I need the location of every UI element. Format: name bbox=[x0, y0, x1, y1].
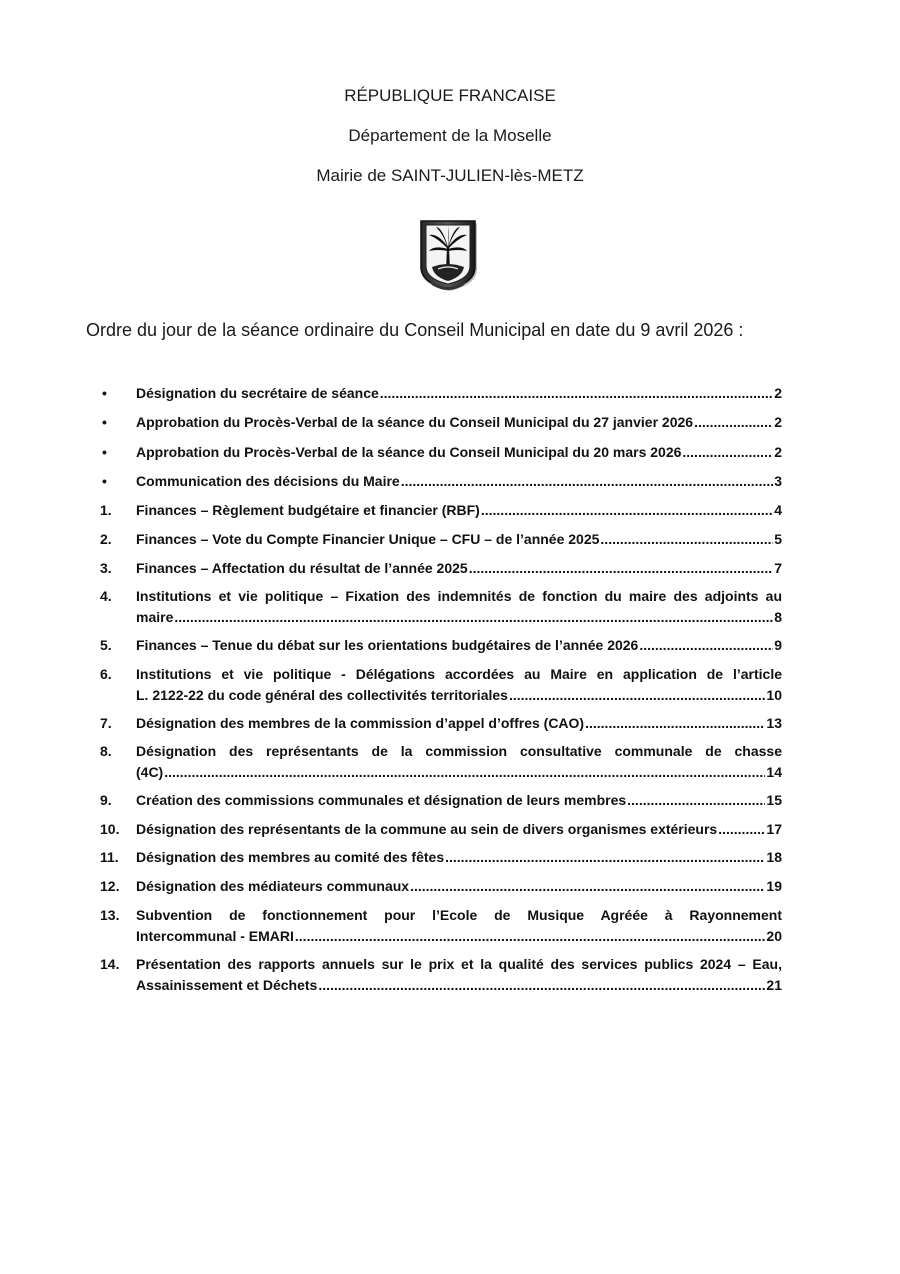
agenda-item-text: Désignation des représentants de la commune au sein de divers organismes extérieurs bbox=[136, 821, 718, 837]
agenda-item-text: L. 2122-22 du code général des collectivités territoriales bbox=[136, 687, 508, 703]
agenda-item-number: 11. bbox=[100, 849, 119, 865]
agenda-item-number: 6. bbox=[100, 666, 112, 682]
dot-leader bbox=[627, 790, 765, 811]
agenda-item-text-line1: Présentation des rapports annuels sur le prix et la qualité des services publics 2024 – Eau, bbox=[136, 956, 782, 972]
agenda-item-text: Finances – Tenue du débat sur les orientations budgétaires de l’année 2026 bbox=[136, 637, 639, 653]
agenda-item bbox=[100, 905, 782, 947]
dot-leader bbox=[401, 471, 773, 492]
agenda-item-page: 7 bbox=[774, 560, 782, 576]
dot-leader bbox=[295, 926, 766, 947]
agenda-item bbox=[100, 876, 782, 897]
agenda-item-text: Finances – Règlement budgétaire et financier (RBF) bbox=[136, 502, 480, 518]
agenda-item-text: Désignation des membres de la commission d’appel d’offres (CAO) bbox=[136, 715, 585, 731]
agenda-item-page: 15 bbox=[766, 792, 782, 808]
agenda-item-number: 1. bbox=[100, 502, 112, 518]
dot-leader bbox=[164, 762, 765, 783]
agenda-item-number: 4. bbox=[100, 588, 112, 604]
agenda-item-number: • bbox=[102, 385, 107, 401]
agenda-item-page: 2 bbox=[774, 444, 782, 460]
agenda-item-text: Communication des décisions du Maire bbox=[136, 473, 400, 489]
agenda-item bbox=[100, 412, 782, 433]
agenda-item-page: 5 bbox=[774, 531, 782, 547]
agenda-item bbox=[100, 500, 782, 521]
agenda-item-number: 10. bbox=[100, 821, 120, 837]
agenda-item-page: 2 bbox=[774, 414, 782, 430]
dot-leader bbox=[639, 635, 773, 656]
agenda-item-text: Finances – Affectation du résultat de l’année 2025 bbox=[136, 560, 468, 576]
agenda-item-text: Désignation des médiateurs communaux bbox=[136, 878, 410, 894]
agenda-item-page: 19 bbox=[766, 878, 782, 894]
coat-of-arms-icon bbox=[418, 219, 480, 293]
agenda-item-text-line1: Institutions et vie politique - Délégations accordées au Maire en application de l’article bbox=[136, 666, 782, 682]
agenda-item-text: Création des commissions communales et désignation de leurs membres bbox=[136, 792, 627, 808]
agenda-item-text: maire bbox=[136, 609, 174, 625]
dot-leader bbox=[718, 819, 765, 840]
agenda-item-page: 20 bbox=[766, 928, 782, 944]
agenda-item-page: 8 bbox=[774, 609, 782, 625]
agenda-item-text: (4C) bbox=[136, 764, 164, 780]
agenda-item-number: 5. bbox=[100, 637, 112, 653]
agenda-item-text-line1: Institutions et vie politique – Fixation des indemnités de fonction du maire des adjoints au bbox=[136, 588, 782, 604]
agenda-item-text: Finances – Vote du Compte Financier Unique – CFU – de l’année 2025 bbox=[136, 531, 600, 547]
agenda-item-text-line1: Subvention de fonctionnement pour l’Ecole de Musique Agréée à Rayonnement bbox=[136, 907, 782, 923]
agenda-item-text: Désignation du secrétaire de séance bbox=[136, 385, 379, 401]
agenda-item bbox=[100, 847, 782, 868]
agenda-item bbox=[100, 790, 782, 811]
agenda-item-number: 14. bbox=[100, 956, 120, 972]
agenda-item-page: 2 bbox=[774, 385, 782, 401]
dot-leader bbox=[445, 847, 765, 868]
agenda-item-number: • bbox=[102, 414, 107, 430]
agenda-item bbox=[100, 586, 782, 628]
agenda-title: Ordre du jour de la séance ordinaire du Conseil Municipal en date du 9 avril 2026 : bbox=[86, 320, 744, 340]
dot-leader bbox=[600, 529, 773, 550]
agenda-item-number: • bbox=[102, 473, 107, 489]
agenda-item-text-line1: Désignation des représentants de la commission consultative communale de chasse bbox=[136, 743, 782, 759]
agenda-item-text: Approbation du Procès-Verbal de la séance du Conseil Municipal du 20 mars 2026 bbox=[136, 444, 682, 460]
dot-leader bbox=[509, 685, 765, 706]
dot-leader bbox=[469, 558, 774, 579]
dot-leader bbox=[694, 412, 773, 433]
agenda-item-page: 18 bbox=[766, 849, 782, 865]
agenda-item bbox=[100, 558, 782, 579]
agenda-item-page: 17 bbox=[766, 821, 782, 837]
agenda-item-page: 3 bbox=[774, 473, 782, 489]
agenda-item bbox=[100, 442, 782, 463]
dot-leader bbox=[410, 876, 765, 897]
agenda-item bbox=[100, 954, 782, 996]
header-republic: RÉPUBLIQUE FRANCAISE bbox=[344, 86, 556, 105]
agenda-item-number: 12. bbox=[100, 878, 120, 894]
agenda-item bbox=[100, 664, 782, 706]
agenda-item-number: 8. bbox=[100, 743, 112, 759]
agenda-item-text: Intercommunal - EMARI bbox=[136, 928, 294, 944]
dot-leader bbox=[481, 500, 773, 521]
agenda-item-number: 13. bbox=[100, 907, 120, 923]
agenda-item bbox=[100, 383, 782, 404]
agenda-item bbox=[100, 741, 782, 783]
agenda-item-text: Assainissement et Déchets bbox=[136, 977, 318, 993]
agenda-item-page: 10 bbox=[766, 687, 782, 703]
agenda-item bbox=[100, 819, 782, 840]
dot-leader bbox=[174, 607, 773, 628]
agenda-item bbox=[100, 713, 782, 734]
agenda-item-number: • bbox=[102, 444, 107, 460]
dot-leader bbox=[318, 975, 765, 996]
agenda-item bbox=[100, 529, 782, 550]
header-town-hall: Mairie de SAINT-JULIEN-lès-METZ bbox=[316, 166, 584, 185]
agenda-item-page: 21 bbox=[766, 977, 782, 993]
agenda-item-number: 3. bbox=[100, 560, 112, 576]
dot-leader bbox=[585, 713, 765, 734]
agenda-item-text: Approbation du Procès-Verbal de la séance du Conseil Municipal du 27 janvier 2026 bbox=[136, 414, 694, 430]
agenda-item-page: 13 bbox=[766, 715, 782, 731]
agenda-item bbox=[100, 471, 782, 492]
agenda-item-number: 7. bbox=[100, 715, 112, 731]
agenda-item-page: 4 bbox=[774, 502, 782, 518]
agenda-item-page: 14 bbox=[766, 764, 782, 780]
agenda-item-page: 9 bbox=[774, 637, 782, 653]
dot-leader bbox=[682, 442, 773, 463]
dot-leader bbox=[380, 383, 773, 404]
agenda-item-number: 9. bbox=[100, 792, 112, 808]
header-department: Département de la Moselle bbox=[348, 126, 552, 145]
agenda-item bbox=[100, 635, 782, 656]
agenda-item-number: 2. bbox=[100, 531, 112, 547]
agenda-item-text: Désignation des membres au comité des fêtes bbox=[136, 849, 445, 865]
